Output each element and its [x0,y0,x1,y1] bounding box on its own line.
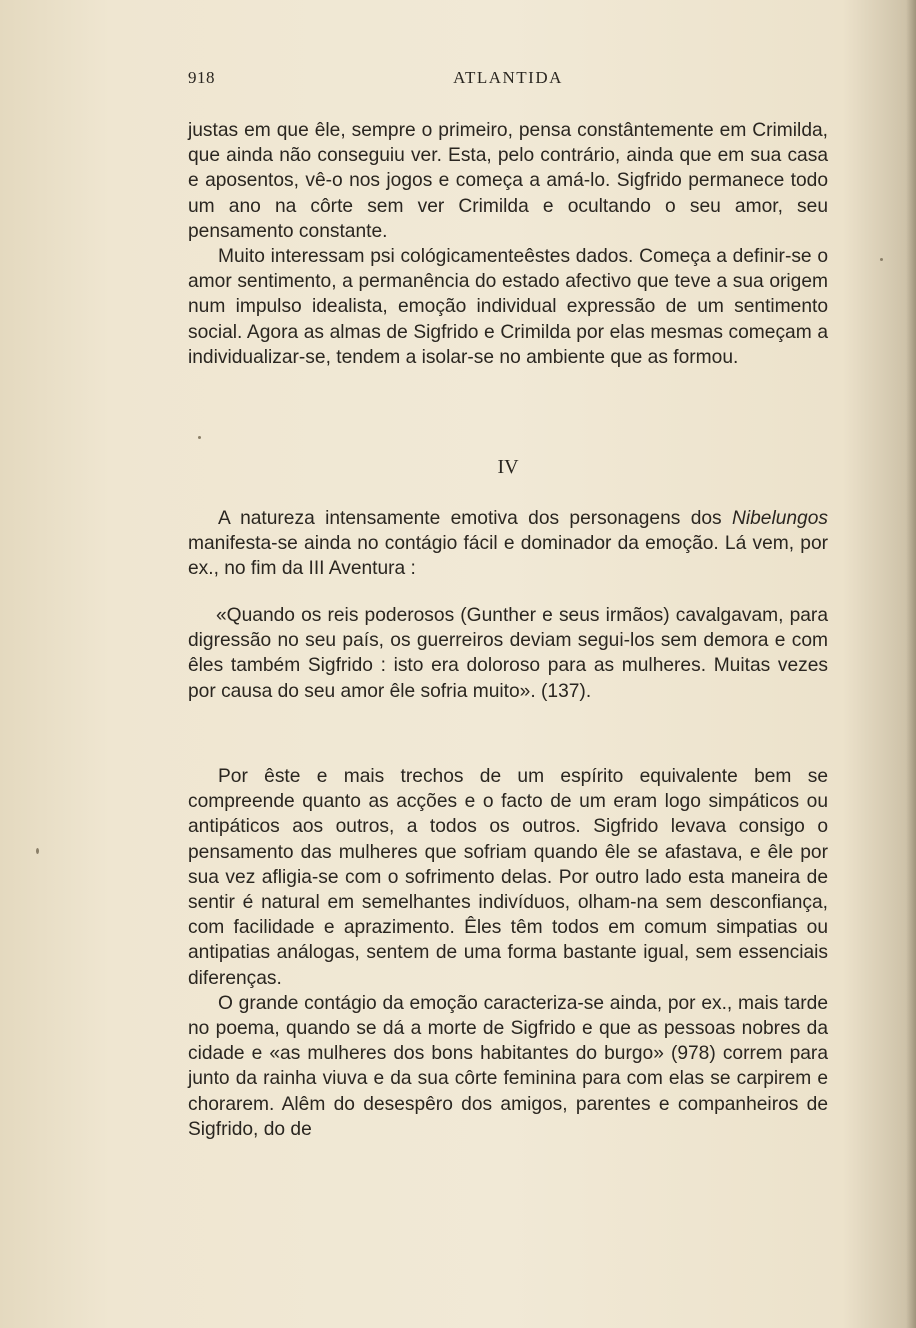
page-number: 918 [188,68,215,87]
paragraph: Muito interessam psi cológicamenteêstes dados. Começa a definir-se o amor sentimento, a permanência do estado afectivo que teve a sua origem num impulso idealista, emoção individual expressão de um sentimento social. Agora as almas de Sigfrido e Crimilda por elas mesmas começam a individualizar-se, tendem a isolar-se no ambiente que as formou. [188,246,828,368]
paragraph-text: A natureza intensamente emotiva dos personagens dos [218,508,732,529]
paragraph: Por êste e mais trechos de um espírito equivalente bem se compreende quanto as acções e o facto de um eram logo simpáticos ou antipáticos aos outros, a todos os outros. Sigfrido levava consigo o pensamento das mulheres que sofriam quando êle se afastava, e êle por sua vez afligia-se com o sofrimento delas. Por outro lado esta maneira de sentir é natural em semelhantes indivíduos, olham-na sem desconfiança, com facilidade e aprazimento. Êles têm todos em comum simpatias ou antipatias análogas, sentem de uma forma bastante igual, sem essenciais diferenças. [188,766,828,989]
page-edge-shadow [906,0,916,1328]
quotation-block [188,603,828,704]
text-block-bottom [188,764,828,1142]
italic-title: Nibelungos [731,508,828,529]
page-header [188,68,828,92]
quotation: «Quando os reis poderosos (Gunther e seus irmãos) cavalgavam, para digressão no seu país, os guerreiros deviam segui-los sem demora e com êles também Sigfrido : isto era doloroso para as mulheres. Muitas vezes por causa do seu amor êle sofria muito». (137). [188,605,828,702]
section-heading: IV [497,456,519,478]
paragraph-text: manifesta-se ainda no contágio fácil e dominador da emoção. Lá vem, por ex., no fim da III Aventura : [188,533,828,580]
paper-speck [880,258,883,261]
paragraph [188,506,828,582]
paper-speck [198,436,201,439]
text-block-top [188,118,828,370]
running-title: ATLANTIDA [453,68,563,87]
paragraph-continued: justas em que êle, sempre o primeiro, pensa constântemente em Crimilda, que ainda não conseguiu ver. Esta, pelo contrário, ainda que em sua casa e aposentos, vê-o nos jogos e começa a amá-lo. Sigfrido permanece todo um ano na côrte sem ver Crimilda e ocultando o seu amor, seu pensamento constante. [188,120,828,242]
paragraph: O grande contágio da emoção caracteriza-se ainda, por ex., mais tarde no poema, quando se dá a morte de Sigfrido e que as pessoas nobres da cidade e «as mulheres dos bons habitantes do burgo» (978) correm para junto da rainha viuva e da sua côrte feminina para com elas se carpirem e chorarem. Alêm do desespêro dos amigos, parentes e companheiros de Sigfrido, do de [188,992,828,1140]
text-block-section-intro [188,506,828,582]
paper-speck [36,848,39,854]
